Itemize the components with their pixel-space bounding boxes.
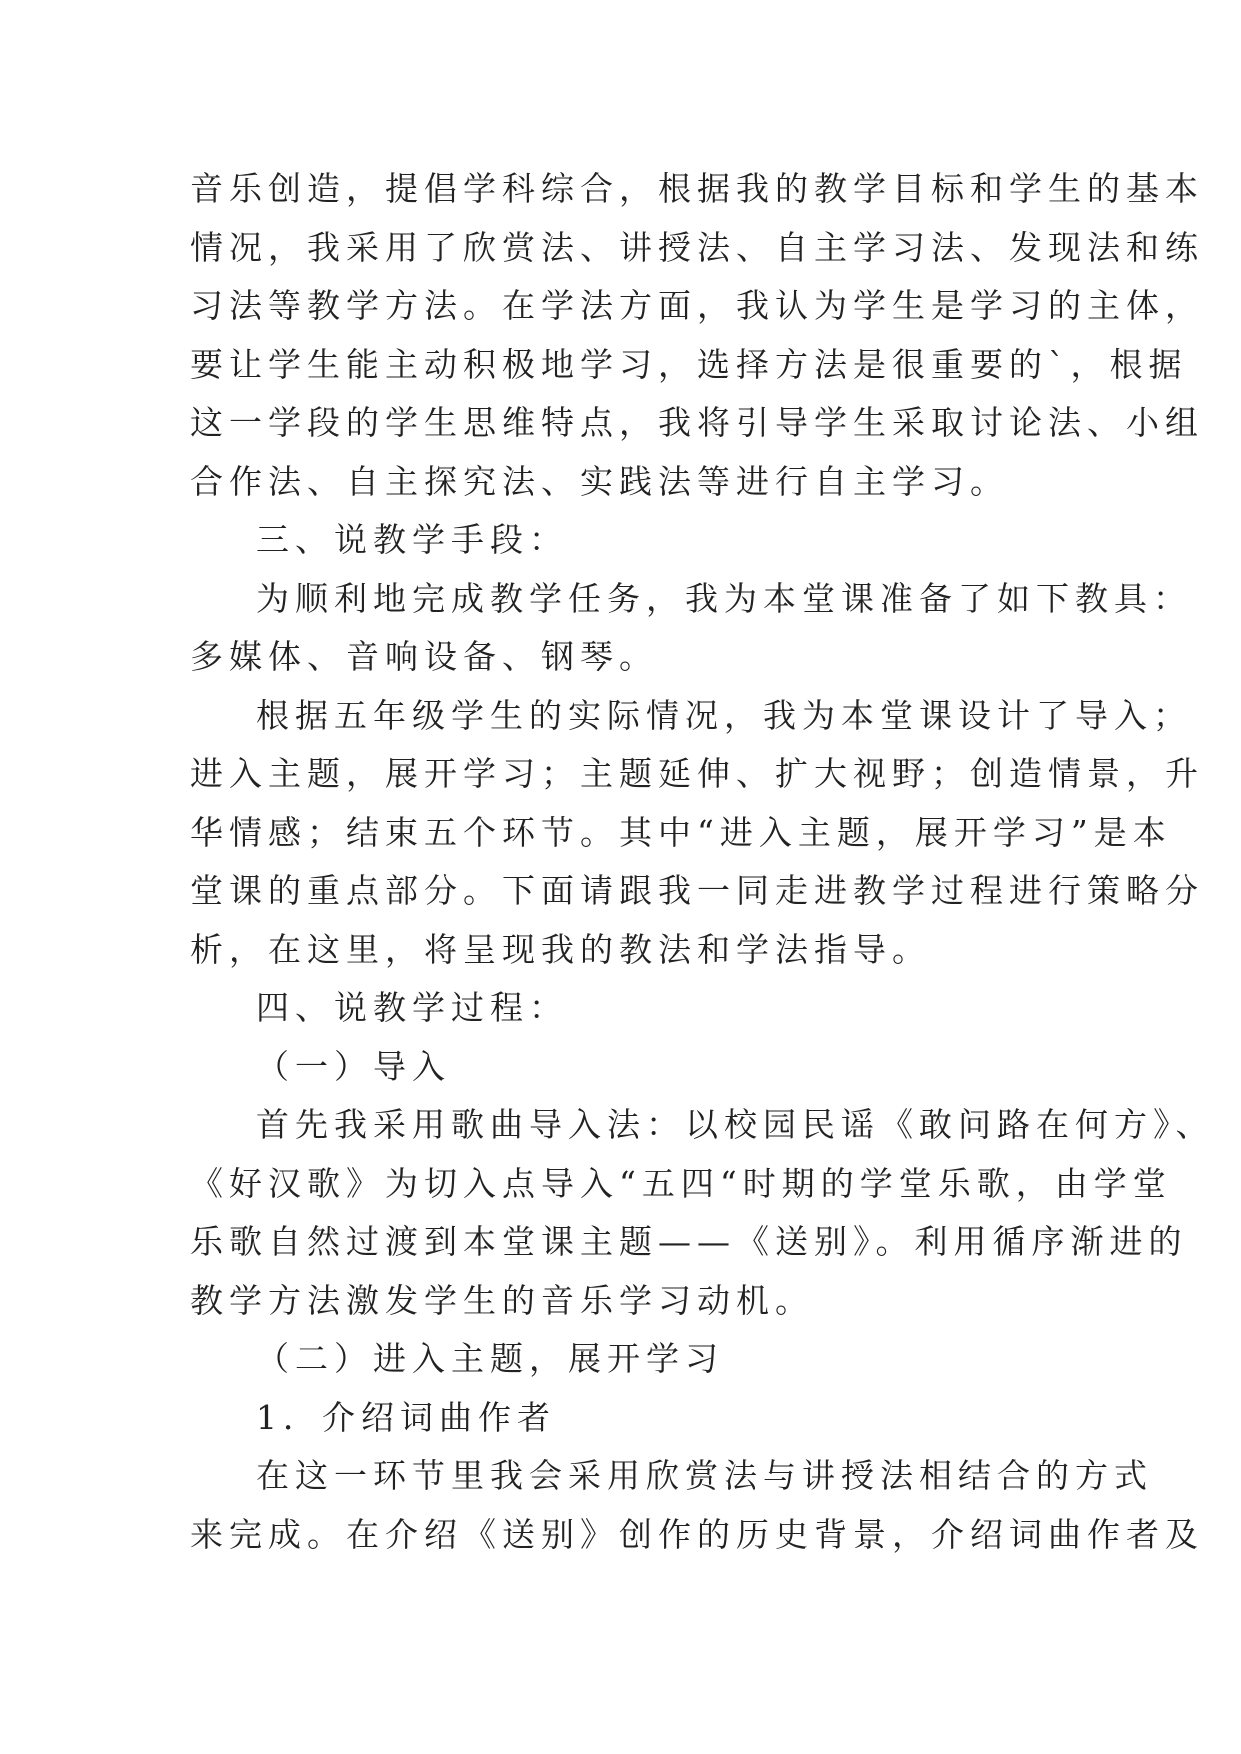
- text-line: 《好汉歌》为切入点导入“五四“时期的学堂乐歌，由学堂: [190, 1163, 1172, 1203]
- text-line: 堂课的重点部分。下面请跟我一同走进教学过程进行策略分: [190, 871, 1204, 910]
- text-line: 在这一环节里我会采用欣赏法与讲授法相结合的方式: [256, 1456, 1153, 1495]
- text-line: 为顺利地完成教学任务，我为本堂课准备了如下教具：: [256, 578, 1192, 618]
- text-line: 这一学段的学生思维特点，我将引导学生采取讨论法、小组: [190, 403, 1204, 442]
- text-line: 首先我采用歌曲导入法：以校园民谣《敢问路在何方》、: [256, 1105, 1215, 1144]
- text-line: 教学方法激发学生的音乐学习动机。: [190, 1280, 814, 1320]
- body-text: [190, 160, 1215, 1564]
- text-line: 乐歌自然过渡到本堂课主题——《送别》。利用循序渐进的: [190, 1222, 1188, 1261]
- text-line: 多媒体、音响设备、钢琴。: [190, 637, 658, 676]
- text-line: 四、说教学过程：: [256, 988, 568, 1027]
- text-line: 三、说教学手段：: [256, 520, 568, 559]
- text-line: （一）导入: [256, 1046, 451, 1086]
- text-line: 来完成。在介绍《送别》创作的历史背景，介绍词曲作者及: [190, 1514, 1204, 1554]
- text-line: 华情感；结束五个环节。其中“进入主题，展开学习”是本: [190, 812, 1172, 852]
- text-line: 合作法、自主探究法、实践法等进行自主学习。: [190, 461, 1009, 501]
- text-line: 1．介绍词曲作者: [256, 1397, 556, 1437]
- text-line: 情况，我采用了欣赏法、讲授法、自主学习法、发现法和练: [190, 227, 1204, 267]
- text-line: 进入主题，展开学习；主题延伸、扩大视野；创造情景，升: [190, 754, 1204, 793]
- text-line: 根据五年级学生的实际情况，我为本堂课设计了导入；: [256, 695, 1192, 735]
- text-line: 音乐创造，提倡学科综合，根据我的教学目标和学生的基本: [190, 169, 1204, 208]
- text-line: 析，在这里，将呈现我的教法和学法指导。: [190, 929, 931, 969]
- text-line: （二）进入主题，展开学习: [256, 1339, 724, 1378]
- text-line: 要让学生能主动积极地学习，选择方法是很重要的`，根据: [190, 344, 1188, 384]
- text-line: 习法等教学方法。在学法方面，我认为学生是学习的主体，: [190, 286, 1204, 325]
